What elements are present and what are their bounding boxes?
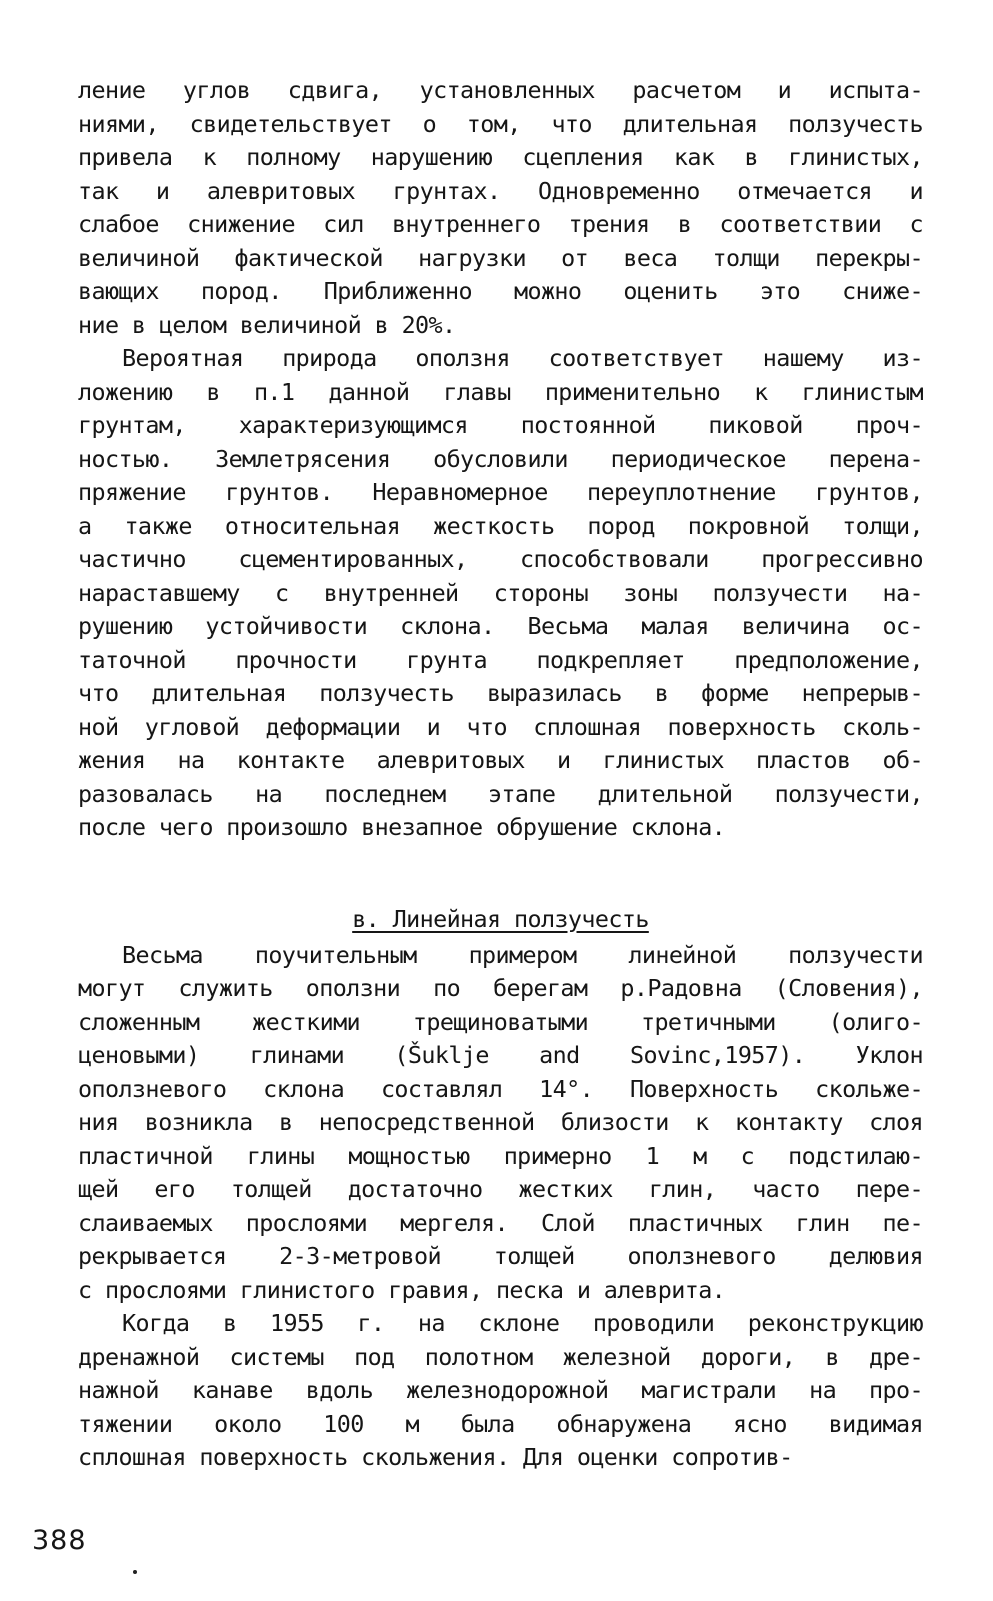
text-line: дренажной системы под полотном железной дороги, в дре-	[78, 1342, 923, 1371]
text-line: оползневого склона составлял 14°. Поверхность скольже-	[78, 1074, 923, 1103]
text-line: слабое снижение сил внутреннего трения в соответствии с	[78, 210, 923, 238]
text-line: величиной фактической нагрузки от веса толщи перекры-	[78, 243, 923, 272]
text-line: Когда в 1955 г. на склоне проводили реконструкцию	[122, 1309, 923, 1337]
text-line: пластичной глины мощностью примерно 1 м с подстилаю-	[78, 1141, 923, 1170]
paragraph	[78, 939, 923, 1308]
text-line: ностью. Землетрясения обусловили периодическое перена-	[78, 444, 923, 473]
text-line: после чего произошло внезапное обрушение склона.	[78, 813, 726, 841]
text-line: щей его толщей достаточно жестких глин, часто пере-	[78, 1175, 923, 1203]
page-number: 388	[32, 1525, 87, 1556]
section-heading-text: в. Линейная ползучесть	[352, 904, 649, 933]
text-line: частично сцементированных, способствовали прогрессивно	[78, 545, 923, 573]
bottom-paragraphs	[78, 939, 923, 1475]
text-line: что длительная ползучесть выразилась в форме непрерыв-	[78, 679, 923, 707]
text-line: ценовыми) глинами (Šuklje and Sovinc,1957). Уклон	[78, 1041, 923, 1069]
text-line: разовалась на последнем этапе длительной ползучести,	[78, 779, 923, 808]
text-line: нажной канаве вдоль железнодорожной магистрали на про-	[78, 1376, 923, 1404]
text-line: рушению устойчивости склона. Весьма малая величина ос-	[78, 612, 923, 640]
text-line: ние в целом величиной в 20%.	[78, 310, 456, 339]
paragraph	[78, 1307, 923, 1475]
text-line: так и алевритовых грунтах. Одновременно отмечается и	[78, 176, 923, 205]
text-line: а также относительная жесткость пород покровной толщи,	[78, 511, 923, 540]
text-line: рекрывается 2-3-метровой толщей оползневого делювия	[78, 1242, 923, 1270]
scan-speck	[133, 1570, 137, 1574]
text-line: вающих пород. Приближенно можно оценить это сниже-	[78, 277, 923, 305]
text-line: нараставшему с внутренней стороны зоны ползучести на-	[78, 578, 923, 607]
paragraph	[78, 342, 923, 845]
paragraph	[78, 74, 923, 342]
top-paragraphs	[78, 74, 923, 845]
text-line: привела к полному нарушению сцепления как в глинистых,	[78, 143, 923, 171]
text-line: Весьма поучительным примером линейной ползучести	[122, 940, 923, 969]
text-line: ложению в п.1 данной главы применительно к глинистым	[78, 377, 923, 406]
text-line: ной угловой деформации и что сплошная поверхность сколь-	[78, 712, 923, 741]
text-line: сплошная поверхность скольжения. Для оценки сопротив-	[78, 1443, 793, 1471]
section-heading	[78, 903, 923, 935]
text-line: тяжении около 100 м была обнаружена ясно видимая	[78, 1409, 923, 1438]
text-line: пряжение грунтов. Неравномерное переуплотнение грунтов,	[78, 478, 923, 506]
text-line: могут служить оползни по берегам р.Радовна (Словения),	[78, 974, 923, 1002]
text-line: грунтам, характеризующимся постоянной пиковой проч-	[78, 411, 923, 439]
text-line: слаиваемых прослоями мергеля. Слой пластичных глин пе-	[78, 1208, 923, 1237]
text-line: ния возникла в непосредственной близости к контакту слоя	[78, 1108, 923, 1136]
text-line: ление углов сдвига, установленных расчетом и испыта-	[78, 76, 923, 104]
text-line: сложенным жесткими трещиноватыми третичными (олиго-	[78, 1007, 923, 1036]
text-line: ниями, свидетельствует о том, что длительная ползучесть	[78, 109, 923, 138]
text-line: таточной прочности грунта подкрепляет предположение,	[78, 645, 923, 674]
page-body	[78, 74, 923, 1475]
text-line: Вероятная природа оползня соответствует нашему из-	[122, 344, 923, 372]
text-line: жения на контакте алевритовых и глинистых пластов об-	[78, 746, 923, 774]
text-line: с прослоями глинистого гравия, песка и алеврита.	[78, 1275, 726, 1304]
